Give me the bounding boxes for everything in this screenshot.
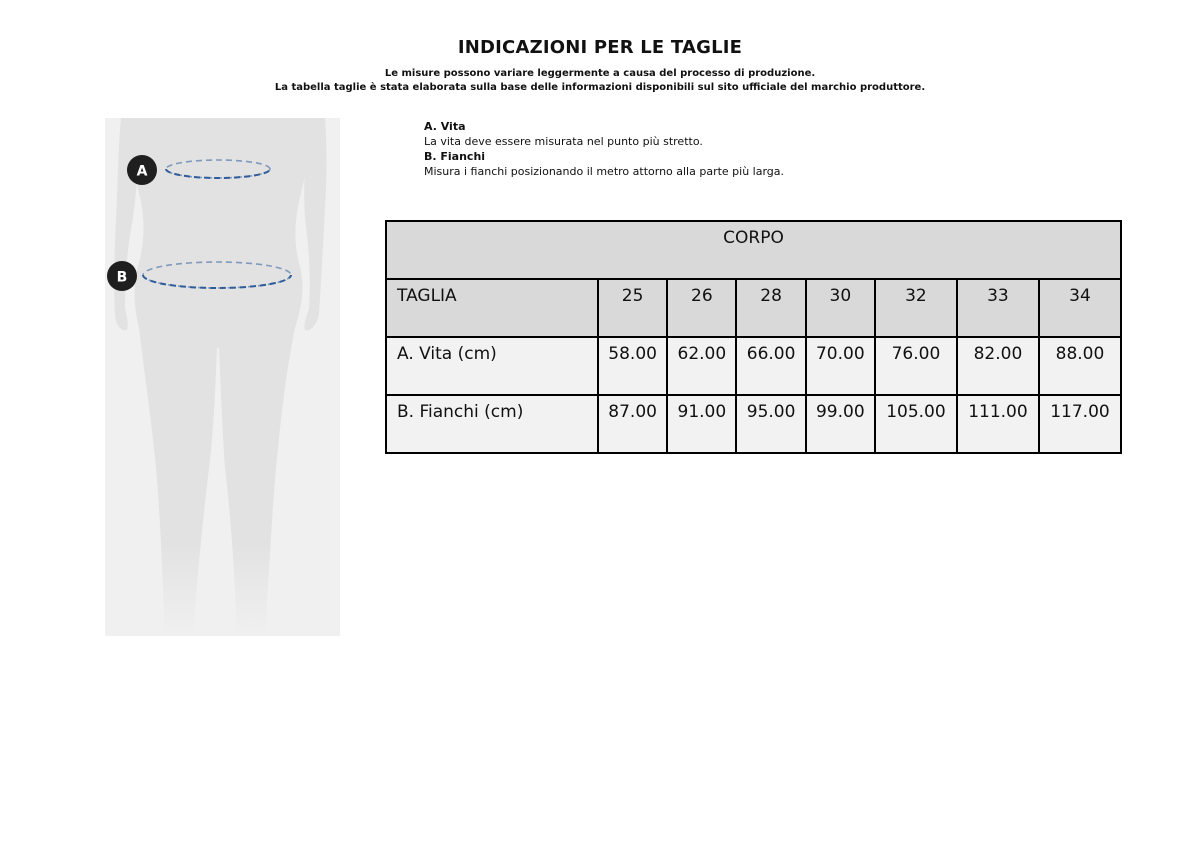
page-title: INDICAZIONI PER LE TAGLIE [457, 37, 743, 58]
body-silhouette-icon [105, 118, 340, 636]
page-subtitle [0, 67, 1200, 95]
value-cell: 111.00 [957, 395, 1039, 453]
body-figure [105, 118, 340, 636]
note-b-text: Misura i fianchi posizionando il metro attorno alla parte più larga. [424, 165, 785, 178]
note-b-title: B. Fianchi [424, 150, 486, 163]
silhouette-body [135, 118, 310, 636]
table-row-hips [386, 395, 1121, 453]
size-cell: 33 [957, 279, 1039, 337]
size-cell: 25 [598, 279, 667, 337]
silhouette-arm-right [304, 118, 326, 330]
row-label: A. Vita (cm) [386, 337, 598, 395]
size-cell: 32 [875, 279, 957, 337]
subtitle-line-1: Le misure possono variare leggermente a causa del processo di produzione. [384, 68, 816, 79]
note-a-title: A. Vita [424, 120, 466, 133]
table-row-waist [386, 337, 1121, 395]
value-cell: 66.00 [736, 337, 805, 395]
value-cell: 87.00 [598, 395, 667, 453]
marker-b-icon [107, 261, 137, 291]
value-cell: 91.00 [667, 395, 736, 453]
marker-a-icon [127, 155, 157, 185]
size-cell: 30 [806, 279, 875, 337]
value-cell: 105.00 [875, 395, 957, 453]
value-cell: 88.00 [1039, 337, 1121, 395]
size-cell: 28 [736, 279, 805, 337]
value-cell: 62.00 [667, 337, 736, 395]
svg-text:A: A [136, 163, 148, 180]
value-cell: 76.00 [875, 337, 957, 395]
subtitle-line-2: La tabella taglie è stata elaborata sulla base delle informazioni disponibili sul sito ufficiale del marchio produttore. [274, 82, 926, 93]
row-label: B. Fianchi (cm) [386, 395, 598, 453]
table-section-row [386, 221, 1121, 279]
size-cell: 34 [1039, 279, 1121, 337]
table-section-header: CORPO [386, 221, 1121, 279]
value-cell: 82.00 [957, 337, 1039, 395]
size-label: TAGLIA [386, 279, 598, 337]
value-cell: 99.00 [806, 395, 875, 453]
value-cell: 58.00 [598, 337, 667, 395]
svg-text:B: B [116, 269, 128, 286]
value-cell: 117.00 [1039, 395, 1121, 453]
size-table [385, 220, 1122, 454]
note-a-text: La vita deve essere misurata nel punto più stretto. [424, 135, 703, 148]
table-size-header-row [386, 279, 1121, 337]
value-cell: 95.00 [736, 395, 805, 453]
size-cell: 26 [667, 279, 736, 337]
measure-notes [424, 119, 784, 179]
value-cell: 70.00 [806, 337, 875, 395]
